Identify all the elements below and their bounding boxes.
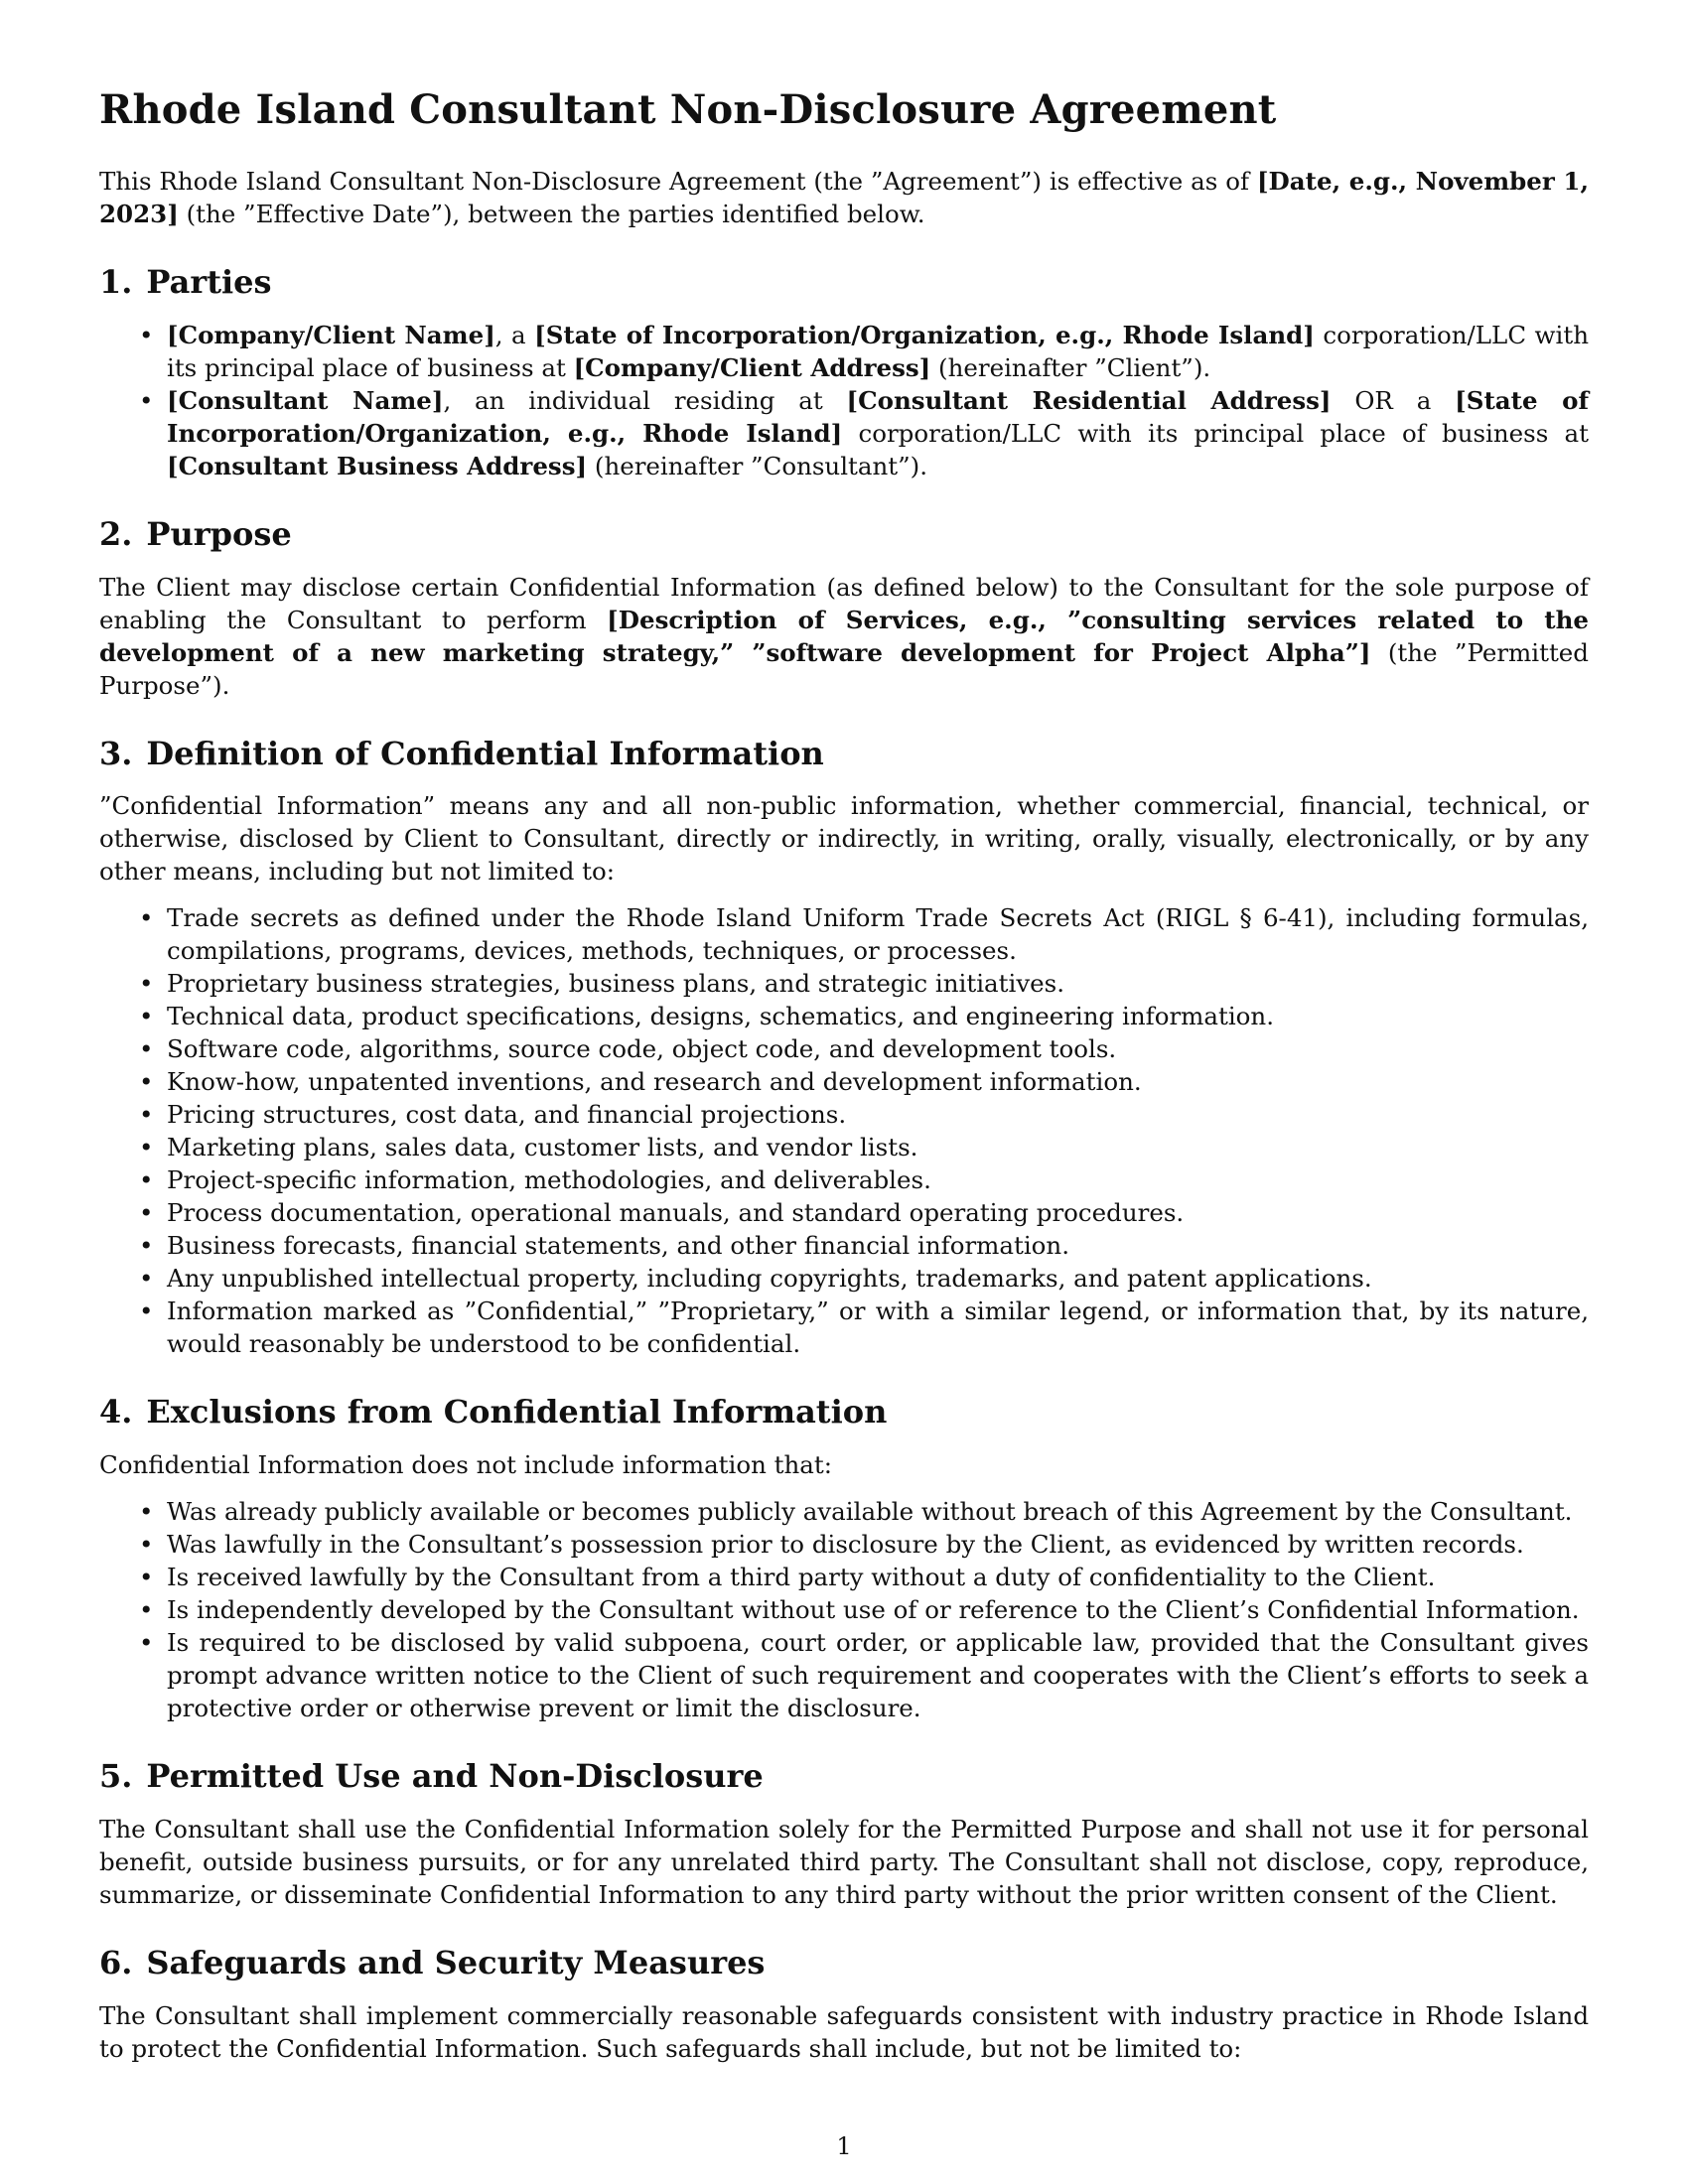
parties-list <box>99 319 1589 482</box>
list-item <box>139 1131 1589 1163</box>
client-name-placeholder: [Company/Client Name] <box>167 320 495 349</box>
section-number: 4. <box>99 1393 133 1432</box>
section-heading-purpose <box>99 516 1589 553</box>
list-text: Know-how, unpatented inventions, and research and development information. <box>167 1067 1142 1097</box>
list-item <box>139 1495 1589 1528</box>
section-number: 1. <box>99 263 133 301</box>
bullet-icon: • <box>139 1530 154 1560</box>
list-item <box>139 1229 1589 1262</box>
list-item <box>139 967 1589 1000</box>
client-address-placeholder: [Company/Client Address] <box>573 352 931 382</box>
list-text: Is received lawfully by the Consultant from a third party without a duty of confidentiality to the Client. <box>167 1563 1436 1592</box>
bullet-icon: • <box>139 1067 154 1097</box>
document-page <box>99 87 1589 2065</box>
list-item <box>139 1065 1589 1098</box>
consultant-business-address-placeholder: [Consultant Business Address] <box>167 451 588 480</box>
consultant-residential-address-placeholder: [Consultant Residential Address] <box>846 385 1332 415</box>
bullet-icon: • <box>139 1628 154 1658</box>
list-text: Process documentation, operational manuals, and standard operating procedures. <box>167 1198 1185 1228</box>
consultant-state-placeholder: [State of Incorporation/Organization, e.g., Rhode Island] <box>167 385 1589 448</box>
section-heading-definition <box>99 736 1589 772</box>
section-heading-parties <box>99 264 1589 301</box>
services-description-placeholder: [Description of Services, e.g., ”consulting services related to the development of a new marketing strategy,” ”software development for Project Alpha”] <box>99 605 1590 667</box>
bullet-icon: • <box>139 903 154 933</box>
bullet-icon: • <box>139 320 154 349</box>
section-number: 2. <box>99 514 133 553</box>
bullet-icon: • <box>139 969 154 999</box>
list-item <box>139 1593 1589 1626</box>
list-text: Information marked as ”Confidential,” ”Proprietary,” or with a similar legend, or information that, by its nature, would reasonably be understood to be confidential. <box>167 1297 1589 1359</box>
list-text: Software code, algorithms, source code, object code, and development tools. <box>167 1034 1117 1064</box>
list-item <box>139 1032 1589 1065</box>
definition-paragraph: ”Confidential Information” means any and all non-public information, whether commercial, financial, technical, or otherwise, disclosed by Client to Consultant, directly or indirectly, in writing, orally, visually, electronically, or by any other means, including but not limited to: <box>99 791 1589 887</box>
list-text: Pricing structures, cost data, and financial projections. <box>167 1100 847 1130</box>
exclusions-list <box>99 1495 1589 1724</box>
list-text: Proprietary business strategies, business plans, and strategic initiatives. <box>167 969 1065 999</box>
list-text: Marketing plans, sales data, customer lists, and vendor lists. <box>167 1133 918 1162</box>
bullet-icon: • <box>139 1133 154 1162</box>
document-title: Rhode Island Consultant Non-Disclosure Agreement <box>99 86 1277 133</box>
bullet-icon: • <box>139 1100 154 1130</box>
bullet-icon: • <box>139 1198 154 1228</box>
list-item <box>139 1561 1589 1593</box>
paragraph-text: (the ”Permitted Purpose”). <box>99 637 1589 700</box>
list-item <box>139 1262 1589 1295</box>
section-heading-safeguards <box>99 1945 1589 1981</box>
list-text: (hereinafter ”Client”). <box>930 352 1211 382</box>
list-text: Was already publicly available or becomes publicly available without breach of this Agreement by the Consultant. <box>167 1497 1573 1527</box>
client-state-placeholder: [State of Incorporation/Organization, e.g., Rhode Island] <box>534 320 1315 349</box>
section-title: Permitted Use and Non-Disclosure <box>146 1757 764 1796</box>
list-text: OR a <box>1331 385 1456 415</box>
list-item <box>139 384 1589 482</box>
bullet-icon: • <box>139 1595 154 1625</box>
list-item <box>139 901 1589 967</box>
list-item <box>139 1626 1589 1724</box>
list-text: corporation/LLC with its principal place of business at <box>842 418 1589 448</box>
list-item <box>139 1000 1589 1032</box>
list-text: corporation/LLC with its principal place of business at <box>167 320 1589 382</box>
section-number: 3. <box>99 734 133 772</box>
section-number: 5. <box>99 1757 133 1796</box>
bullet-icon: • <box>139 1165 154 1195</box>
list-item <box>139 1163 1589 1196</box>
list-text: , a <box>494 320 535 349</box>
list-item <box>139 319 1589 384</box>
list-item <box>139 1295 1589 1360</box>
section-title: Purpose <box>146 514 292 553</box>
list-item <box>139 1196 1589 1229</box>
consultant-name-placeholder: [Consultant Name] <box>167 385 444 415</box>
intro-text: This Rhode Island Consultant Non-Disclosure Agreement (the ”Agreement”) is effective as of <box>99 167 1257 196</box>
safeguards-paragraph: The Consultant shall implement commercially reasonable safeguards consistent with industry practice in Rhode Island to protect the Confidential Information. Such safeguards shall include, but not be limited to: <box>99 2000 1589 2063</box>
list-text: Is required to be disclosed by valid subpoena, court order, or applicable law, provided that the Consultant gives prompt advance written notice to the Client of such requirement and cooperates with the Client’s efforts to seek a protective order or otherwise prevent or limit the disclosure. <box>167 1628 1589 1723</box>
list-text: (hereinafter ”Consultant”). <box>587 451 927 480</box>
bullet-icon: • <box>139 1297 154 1326</box>
bullet-icon: • <box>139 1034 154 1064</box>
intro-text: (the ”Effective Date”), between the parties identified below. <box>178 200 925 228</box>
list-text: Technical data, product specifications, designs, schematics, and engineering information. <box>167 1002 1275 1031</box>
bullet-icon: • <box>139 385 154 415</box>
list-text: Was lawfully in the Consultant’s possession prior to disclosure by the Client, as evidenced by written records. <box>167 1530 1524 1560</box>
section-title: Safeguards and Security Measures <box>146 1943 766 1981</box>
purpose-paragraph <box>99 571 1589 702</box>
bullet-icon: • <box>139 1497 154 1527</box>
paragraph-text: The Client may disclose certain Confidential Information (as defined below) to the Consultant for the sole purpose of enabling the Consultant to perform <box>99 572 1589 634</box>
section-title: Exclusions from Confidential Information <box>146 1393 888 1432</box>
page-number: 1 <box>836 2132 852 2160</box>
section-heading-permitted-use <box>99 1758 1589 1795</box>
list-item <box>139 1528 1589 1561</box>
section-heading-exclusions <box>99 1394 1589 1431</box>
bullet-icon: • <box>139 1231 154 1261</box>
section-title: Parties <box>146 263 272 301</box>
list-text: Any unpublished intellectual property, including copyrights, trademarks, and patent applications. <box>167 1264 1372 1294</box>
bullet-icon: • <box>139 1563 154 1592</box>
list-item <box>139 1098 1589 1131</box>
list-text: Is independently developed by the Consultant without use of or reference to the Client’s Confidential Information. <box>167 1595 1580 1625</box>
list-text: Project-specific information, methodologies, and deliverables. <box>167 1165 931 1195</box>
section-number: 6. <box>99 1943 133 1981</box>
list-text: Trade secrets as defined under the Rhode Island Uniform Trade Secrets Act (RIGL § 6-41), including formulas, compilations, programs, devices, methods, techniques, or processes. <box>167 903 1589 966</box>
permitted-use-paragraph: The Consultant shall use the Confidential Information solely for the Permitted Purpose and shall not use it for personal benefit, outside business pursuits, or for any unrelated third party. The Consultant shall not disclose, copy, reproduce, summarize, or disseminate Confidential Information to any third party without the prior written consent of the Client. <box>99 1814 1589 1909</box>
confidential-info-list <box>99 901 1589 1360</box>
list-text: Business forecasts, financial statements, and other financial information. <box>167 1231 1070 1261</box>
bullet-icon: • <box>139 1264 154 1294</box>
section-title: Definition of Confidential Information <box>146 734 824 772</box>
exclusions-paragraph: Confidential Information does not include information that: <box>99 1450 833 1480</box>
bullet-icon: • <box>139 1002 154 1031</box>
intro-paragraph <box>99 165 1589 230</box>
effective-date-placeholder: [Date, e.g., November 1, 2023] <box>99 167 1590 228</box>
list-text: , an individual residing at <box>443 385 847 415</box>
